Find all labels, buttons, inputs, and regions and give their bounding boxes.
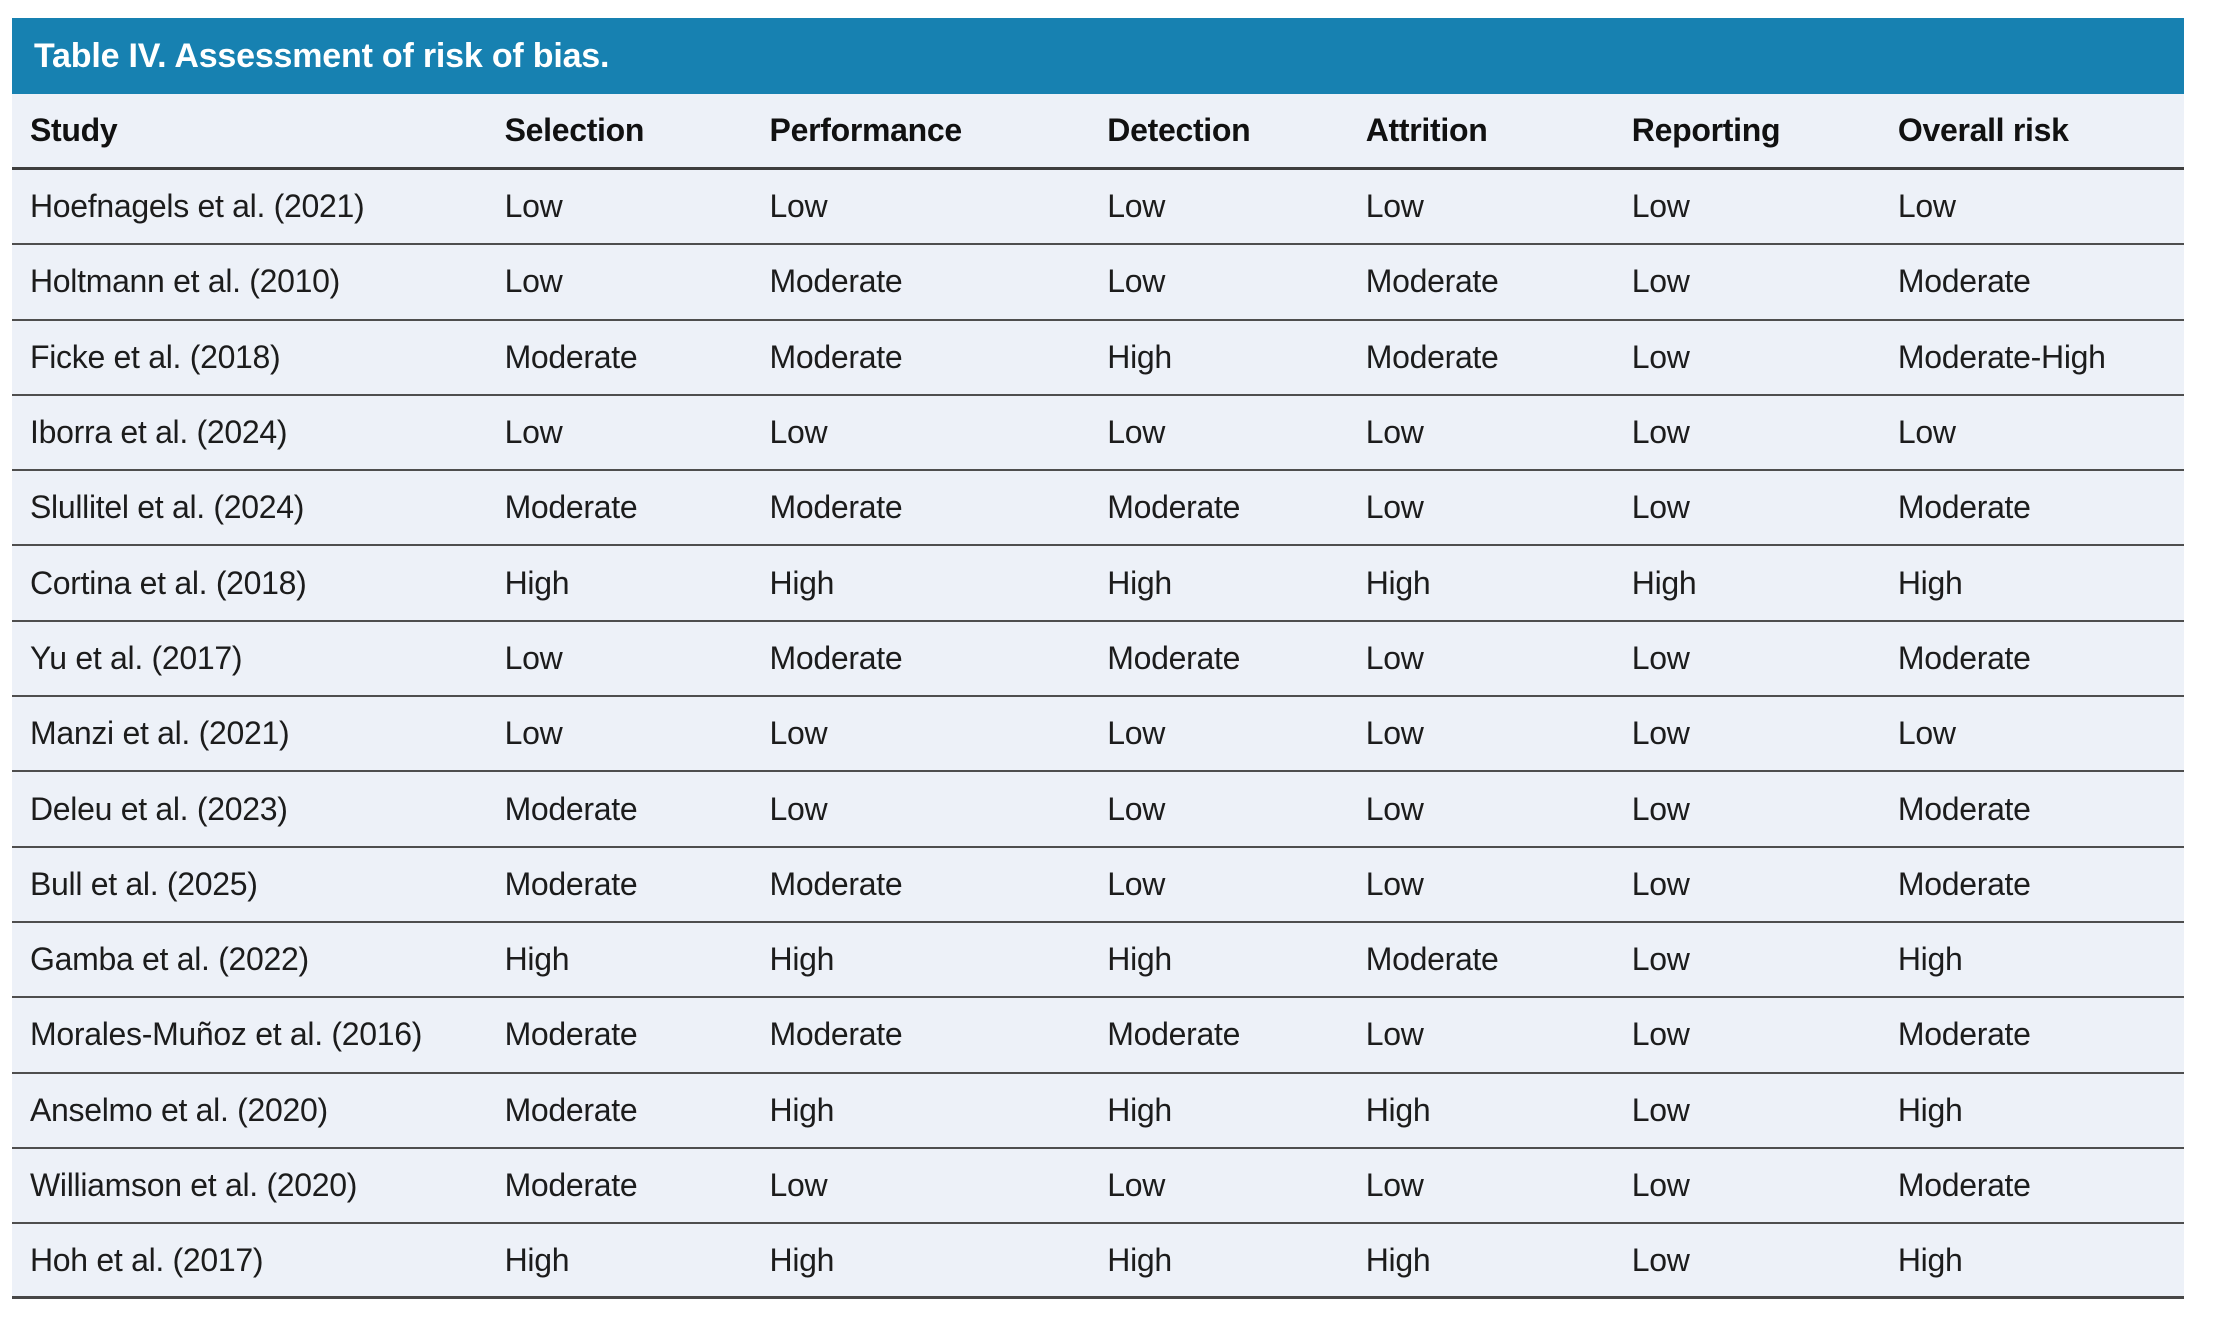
cell-performance: Moderate	[769, 865, 903, 902]
cell-selection: Low	[504, 414, 563, 451]
header-reporting: Reporting	[1631, 112, 1781, 148]
cell-overall-risk: Moderate	[1897, 1016, 2031, 1053]
cell-study: Holtmann et al. (2010)	[30, 263, 341, 300]
cell-detection: Low	[1107, 188, 1166, 225]
cell-detection: Moderate	[1107, 489, 1241, 526]
table-row	[12, 622, 2184, 697]
cell-detection: High	[1107, 564, 1172, 601]
cell-study: Iborra et al. (2024)	[30, 414, 288, 451]
cell-performance: Low	[769, 1167, 828, 1203]
cell-selection: Low	[504, 188, 563, 225]
table-header-row	[12, 94, 2184, 170]
cell-selection: Moderate	[504, 1167, 638, 1203]
cell-attrition: Low	[1365, 489, 1424, 526]
table-row	[12, 396, 2184, 471]
cell-detection: High	[1107, 1241, 1172, 1278]
table-row	[12, 245, 2184, 320]
cell-overall-risk: Low	[1897, 414, 1956, 451]
cell-overall-risk: Moderate	[1897, 1167, 2031, 1203]
cell-detection: Low	[1107, 263, 1166, 300]
header-study: Study	[30, 112, 118, 148]
cell-performance: Low	[769, 414, 828, 451]
table-row	[12, 1224, 2184, 1299]
header-selection: Selection	[504, 112, 645, 148]
header-performance: Performance	[769, 112, 962, 148]
cell-study: Bull et al. (2025)	[30, 865, 258, 902]
cell-selection: Low	[504, 639, 563, 676]
cell-attrition: Moderate	[1365, 338, 1499, 375]
cell-detection: Low	[1107, 790, 1166, 827]
cell-selection: Low	[504, 263, 563, 300]
cell-study: Gamba et al. (2022)	[30, 941, 309, 978]
cell-attrition: Moderate	[1365, 263, 1499, 300]
table-title: Table IV. Assessment of risk of bias.	[34, 36, 610, 75]
cell-reporting: High	[1631, 564, 1697, 601]
cell-performance: Moderate	[769, 639, 903, 676]
cell-study: Ficke et al. (2018)	[30, 338, 281, 375]
cell-overall-risk: Moderate	[1897, 263, 2031, 300]
cell-attrition: Low	[1365, 865, 1424, 902]
cell-selection: High	[504, 941, 570, 978]
cell-study: Slullitel et al. (2024)	[30, 489, 305, 526]
table-row	[12, 321, 2184, 396]
cell-overall-risk: Moderate	[1897, 489, 2031, 526]
cell-detection: Low	[1107, 715, 1166, 752]
cell-reporting: Low	[1631, 639, 1690, 676]
cell-performance: High	[769, 1091, 835, 1128]
cell-study: Hoefnagels et al. (2021)	[30, 188, 365, 225]
table-row	[12, 1074, 2184, 1149]
cell-reporting: Low	[1631, 489, 1690, 526]
cell-performance: Moderate	[769, 489, 903, 526]
cell-study: Manzi et al. (2021)	[30, 715, 290, 752]
cell-study: Anselmo et al. (2020)	[30, 1091, 328, 1128]
cell-attrition: Low	[1365, 414, 1424, 451]
cell-overall-risk: Moderate-High	[1897, 338, 2106, 375]
cell-attrition: Low	[1365, 1167, 1424, 1203]
cell-overall-risk: High	[1897, 1241, 1963, 1278]
table-row	[12, 546, 2184, 621]
cell-attrition: Low	[1365, 790, 1424, 827]
cell-study: Cortina et al. (2018)	[30, 564, 307, 601]
cell-detection: Low	[1107, 414, 1166, 451]
cell-attrition: High	[1365, 1241, 1431, 1278]
cell-performance: Low	[769, 188, 828, 225]
cell-overall-risk: Moderate	[1897, 790, 2031, 827]
cell-attrition: High	[1365, 1091, 1431, 1128]
cell-performance: Moderate	[769, 1016, 903, 1053]
cell-performance: High	[769, 941, 835, 978]
table-row	[12, 923, 2184, 998]
cell-reporting: Low	[1631, 1091, 1690, 1128]
cell-detection: High	[1107, 338, 1172, 375]
cell-overall-risk: Low	[1897, 715, 1956, 752]
cell-attrition: Low	[1365, 1016, 1424, 1053]
cell-attrition: Low	[1365, 188, 1424, 225]
cell-reporting: Low	[1631, 790, 1690, 827]
cell-selection: Low	[504, 715, 563, 752]
cell-detection: Moderate	[1107, 639, 1241, 676]
cell-selection: Moderate	[504, 790, 638, 827]
cell-performance: High	[769, 564, 835, 601]
table-row	[12, 170, 2184, 245]
table-row	[12, 772, 2184, 847]
cell-reporting: Low	[1631, 1016, 1690, 1053]
table-row	[12, 998, 2184, 1073]
cell-attrition: Moderate	[1365, 941, 1499, 978]
cell-selection: High	[504, 1241, 570, 1278]
cell-study: Deleu et al. (2023)	[30, 790, 288, 827]
cell-reporting: Low	[1631, 338, 1690, 375]
cell-selection: Moderate	[504, 1091, 638, 1128]
header-detection: Detection	[1107, 112, 1251, 148]
cell-selection: High	[504, 564, 570, 601]
cell-study: Williamson et al. (2020)	[30, 1167, 358, 1203]
cell-detection: High	[1107, 1091, 1172, 1128]
cell-overall-risk: Moderate	[1897, 865, 2031, 902]
cell-detection: High	[1107, 941, 1172, 978]
cell-performance: Moderate	[769, 263, 903, 300]
header-attrition: Attrition	[1365, 112, 1488, 148]
cell-reporting: Low	[1631, 941, 1690, 978]
cell-reporting: Low	[1631, 865, 1690, 902]
cell-detection: Moderate	[1107, 1016, 1241, 1053]
cell-reporting: Low	[1631, 1241, 1690, 1278]
table-row	[12, 697, 2184, 772]
cell-detection: Low	[1107, 865, 1166, 902]
cell-reporting: Low	[1631, 1167, 1690, 1203]
cell-performance: Low	[769, 790, 828, 827]
cell-selection: Moderate	[504, 1016, 638, 1053]
cell-performance: Low	[769, 715, 828, 752]
cell-reporting: Low	[1631, 414, 1690, 451]
cell-overall-risk: Low	[1897, 188, 1956, 225]
cell-attrition: High	[1365, 564, 1431, 601]
cell-study: Hoh et al. (2017)	[30, 1241, 264, 1278]
cell-reporting: Low	[1631, 188, 1690, 225]
cell-performance: High	[769, 1241, 835, 1278]
cell-study: Morales-Muñoz et al. (2016)	[30, 1016, 423, 1053]
table-row	[12, 848, 2184, 923]
table-row	[12, 1149, 2184, 1224]
cell-study: Yu et al. (2017)	[30, 639, 243, 676]
cell-reporting: Low	[1631, 715, 1690, 752]
cell-attrition: Low	[1365, 715, 1424, 752]
cell-overall-risk: High	[1897, 1091, 1963, 1128]
risk-of-bias-table	[12, 18, 2184, 1299]
cell-attrition: Low	[1365, 639, 1424, 676]
cell-reporting: Low	[1631, 263, 1690, 300]
cell-overall-risk: Moderate	[1897, 639, 2031, 676]
cell-performance: Moderate	[769, 338, 903, 375]
header-overall-risk: Overall risk	[1897, 112, 2069, 148]
cell-selection: Moderate	[504, 865, 638, 902]
cell-selection: Moderate	[504, 338, 638, 375]
cell-overall-risk: High	[1897, 564, 1963, 601]
cell-selection: Moderate	[504, 489, 638, 526]
table-title-bar	[12, 18, 2184, 94]
cell-overall-risk: High	[1897, 941, 1963, 978]
cell-detection: Low	[1107, 1167, 1166, 1203]
table-row	[12, 471, 2184, 546]
